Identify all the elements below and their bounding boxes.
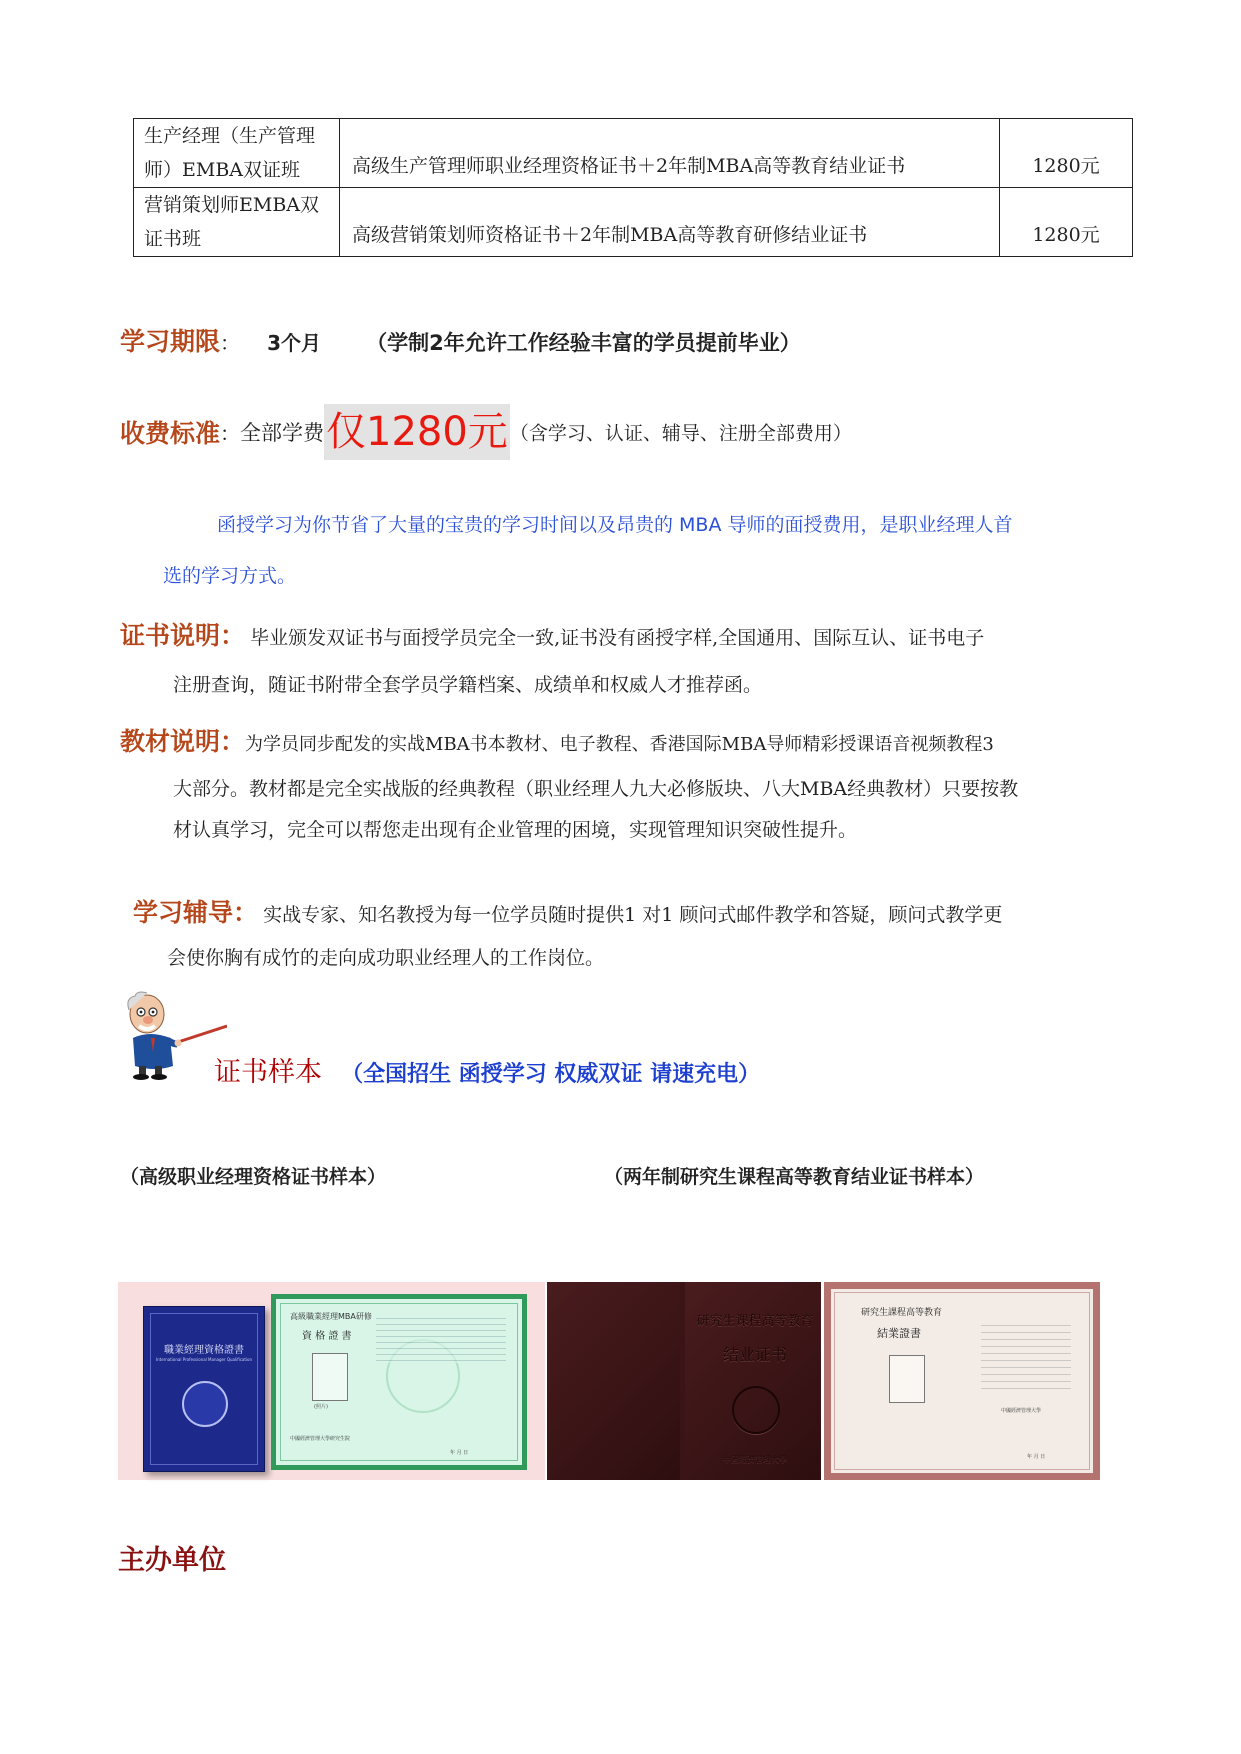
cert-sheet-left-date: 年 月 日 xyxy=(450,1450,469,1456)
fee-colon: ： xyxy=(220,421,241,446)
course-name: 营销策划师EMBA双证书班 xyxy=(134,188,340,257)
fee-highlight: 仅1280元 xyxy=(324,404,510,460)
table-row xyxy=(134,119,1133,188)
tutoring-label: 学习辅导： xyxy=(133,898,259,927)
professor-pointer-icon xyxy=(115,988,227,1080)
caption-left: （高级职业经理资格证书样本） xyxy=(120,1166,387,1188)
study-period-note: （学制2年允许工作经验丰富的学员提前毕业） xyxy=(366,331,801,355)
sample-section-heading xyxy=(214,1050,760,1089)
study-period-label: 学习期限 xyxy=(120,327,221,356)
cert-book-title: 職業經理資格證書 xyxy=(164,1345,244,1356)
sample-section-title: 证书样本 xyxy=(214,1057,322,1088)
cert-sheet-left xyxy=(271,1294,527,1470)
materials-note-line-3: 材认真学习，完全可以帮您走出现有企业管理的困境，实现管理知识突破性提升。 xyxy=(173,819,858,841)
course-table xyxy=(133,118,1133,257)
caption-right: （两年制研究生课程高等教育结业证书样本） xyxy=(604,1166,985,1188)
cert-sheet-left-title1: 高級職業經理MBA研修 xyxy=(290,1312,372,1321)
course-price: 1280元 xyxy=(1000,188,1133,257)
cert-sheet-right-title2: 結業證書 xyxy=(877,1327,921,1340)
emblem-icon xyxy=(732,1386,780,1434)
materials-note-label: 教材说明： xyxy=(120,727,246,756)
cert-sheet-left-title2: 資 格 證 書 xyxy=(302,1331,352,1342)
cert-sheet-left-photo: (照片) xyxy=(314,1404,328,1410)
tutoring xyxy=(133,893,1002,929)
cert-cover-footer: 中國經濟管理大學 xyxy=(723,1455,787,1464)
sample-section-subtitle: （全国招生 函授学习 权威双证 请速充电） xyxy=(341,1062,761,1087)
cert-cover xyxy=(547,1282,821,1480)
tutoring-line-1: 实战专家、知名教授为每一位学员随时提供1 对1 顾问式邮件教学和答疑，顾问式教学更 xyxy=(263,904,1003,926)
certificate-note xyxy=(120,616,984,652)
certificate-note-label: 证书说明： xyxy=(120,621,246,650)
course-name: 生产经理（生产管理师）EMBA双证班 xyxy=(134,119,340,188)
cert-cover-subtitle: 结业证书 xyxy=(722,1345,787,1364)
organizer-heading: 主办单位 xyxy=(118,1545,226,1576)
fee-label: 收费标准 xyxy=(120,419,221,448)
course-price: 1280元 xyxy=(1000,119,1133,188)
course-description: 高级生产管理师职业经理资格证书＋2年制MBA高等教育结业证书 xyxy=(340,119,1000,188)
cert-sheet-right-date: 年 月 日 xyxy=(1027,1454,1046,1460)
cert-sheet-right xyxy=(824,1282,1100,1480)
fee-note: （含学习、认证、辅导、注册全部费用） xyxy=(509,422,852,445)
table-row xyxy=(134,188,1133,257)
cert-sample-left xyxy=(118,1282,545,1480)
cert-sheet-left-footer: 中國經濟管理大學研究生院 xyxy=(290,1436,351,1442)
study-period-value: 3个月 xyxy=(267,331,322,355)
certificate-note-line-2: 注册查询，随证书附带全套学员学籍档案、成绩单和权威人才推荐函。 xyxy=(173,674,763,696)
fee-standard xyxy=(120,404,852,460)
cert-book-subtitle: International Professional Manager Qualification xyxy=(155,1357,253,1362)
promo-line-2: 选的学习方式。 xyxy=(163,565,297,587)
materials-note-line-2: 大部分。教材都是完全实战版的经典教程（职业经理人九大必修版块、八大MBA经典教材）只要按教 xyxy=(173,778,1019,800)
tutoring-line-2: 会使你胸有成竹的走向成功职业经理人的工作岗位。 xyxy=(167,947,605,969)
fee-prefix: 全部学费 xyxy=(240,421,325,445)
cert-cover-title: 研究生课程高等教育 xyxy=(696,1314,814,1329)
study-period-colon: ： xyxy=(220,331,241,355)
cert-sheet-right-title1: 研究生課程高等教育 xyxy=(861,1308,943,1318)
certificate-note-line-1: 毕业颁发双证书与面授学员完全一致,证书没有函授字样,全国通用、国际互认、证书电子 xyxy=(250,627,985,649)
cert-sample-right xyxy=(547,1282,1100,1480)
materials-note xyxy=(120,722,994,758)
cert-sheet-right-footer: 中國經濟管理大學 xyxy=(1001,1408,1042,1414)
emblem-icon xyxy=(182,1381,228,1427)
materials-note-line-1: 为学员同步配发的实战MBA书本教材、电子教程、香港国际MBA导师精彩授课语音视频教程3 xyxy=(245,734,994,755)
promo-line-1: 函授学习为你节省了大量的宝贵的学习时间以及昂贵的 MBA 导师的面授费用，是职业经理人首 xyxy=(217,514,1013,536)
study-period xyxy=(120,322,801,358)
cert-book-cover xyxy=(143,1306,265,1472)
course-description: 高级营销策划师资格证书＋2年制MBA高等教育研修结业证书 xyxy=(340,188,1000,257)
